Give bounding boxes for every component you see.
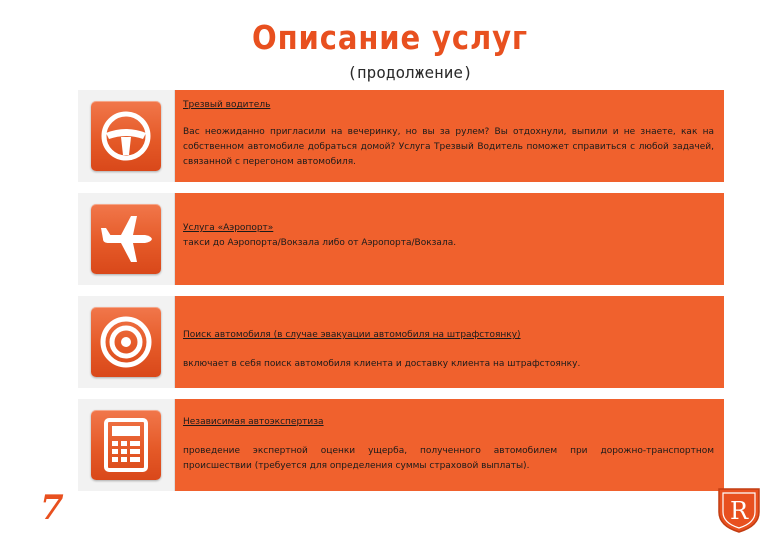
service-row-airport xyxy=(78,193,724,285)
service-title: Услуга «Аэропорт» xyxy=(183,223,274,233)
service-description: включает в себя поиск автомобиля клиента и доставку клиента на штрафстоянку. xyxy=(183,359,581,369)
page-title: Описание услуг xyxy=(252,18,528,57)
service-row-sober-driver xyxy=(78,90,724,182)
service-title: Трезвый водитель xyxy=(183,100,271,110)
service-title: Поиск автомобиля (в случае эвакуации автомобиля на штрафстоянку) xyxy=(183,330,521,340)
page-subtitle: (продолжение) xyxy=(347,63,473,82)
logo-letter: R xyxy=(729,497,749,525)
service-description: Вас неожиданно пригласили на вечеринку, но вы за рулем? Вы отдохнули, выпили и не знаете, как на собственном автомобиле добраться домой? Услуга Трезвый Водитель поможет справиться с любой задачей, связанной с перегоном автомобиля. xyxy=(183,127,714,167)
service-description: такси до Аэропорта/Вокзала либо от Аэропорта/Вокзала. xyxy=(183,238,457,248)
service-description: проведение экспертной оценки ущерба, полученного автомобилем при дорожно-транспортном происшествии (требуется для определения суммы страховой выплаты). xyxy=(183,446,714,471)
company-logo xyxy=(716,486,762,534)
service-title: Независимая автоэкспертиза xyxy=(183,417,324,427)
page-number: 7 xyxy=(40,488,64,528)
service-row-car-search xyxy=(78,296,724,388)
target-icon xyxy=(91,307,161,377)
airplane-icon xyxy=(91,204,161,274)
service-row-expertise xyxy=(78,399,724,491)
steering-wheel-icon xyxy=(91,101,161,171)
calculator-icon xyxy=(91,410,161,480)
